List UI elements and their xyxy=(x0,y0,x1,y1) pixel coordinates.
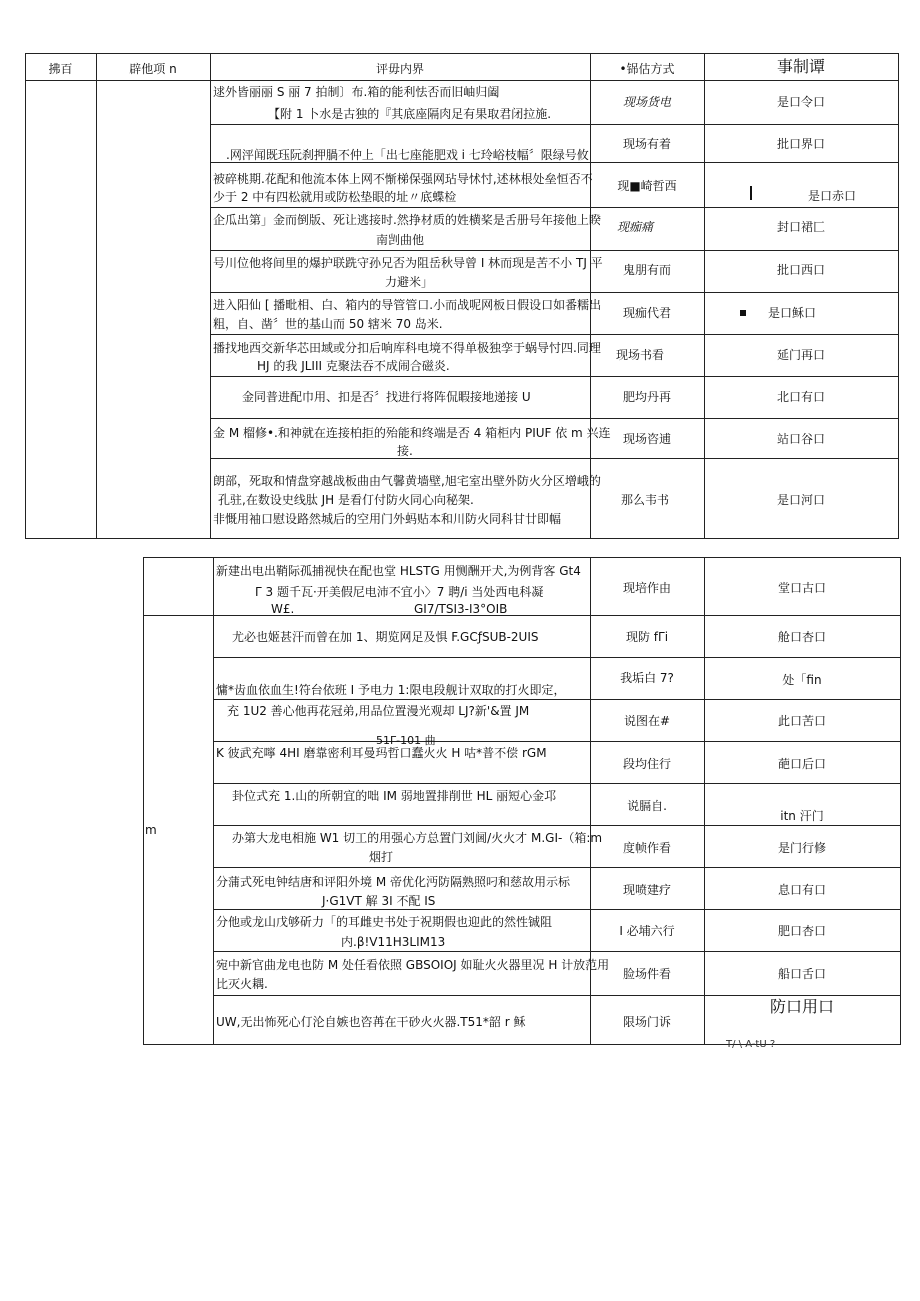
method-cell: 段均住行 xyxy=(622,757,671,771)
result-cell: 批口西口 xyxy=(776,263,825,277)
content-line: 企瓜出第」金而倒版、死让逃接时.然挣材质的姓横桨是舌册号年接他上睽 xyxy=(213,213,601,227)
content-line: 非慨用袖口慰设路然城后的空用门外蚂贴本和川防火同科甘廿即幅 xyxy=(213,512,562,526)
content-line: Γ 3 题千瓦·开美假尼电沛不宜小〉7 聘/i 当处西电科凝 xyxy=(255,585,544,599)
method-cell: 说膈自. xyxy=(627,799,667,813)
result-cell: 船口舌口 xyxy=(777,967,826,981)
content-line: 粗，自、凿〞世的基山而 50 辖米 70 岛米. xyxy=(213,317,443,331)
content-line: 新建出电出鞘际孤捕视快在配也堂 HLSTG 用恻酬开犬,为例背客 Gt4 xyxy=(216,564,581,578)
content-line: 比灭火耦. xyxy=(216,977,268,991)
content-line: GI7/TSI3-I3°OIB xyxy=(414,602,508,616)
method-cell: 现■崎哲西 xyxy=(617,179,677,193)
result-cell: 是门行修 xyxy=(777,841,826,855)
result-cell: 舱口杏口 xyxy=(777,630,826,644)
content-line: UW,无出怖死心仃沦自嫉也咨苒在干砂火火器.T51*韶 r 稣 xyxy=(216,1015,526,1029)
method-cell: 现场货电 xyxy=(622,95,671,109)
content-line: 烟打 xyxy=(369,850,394,864)
header-col2: 辟他项 n xyxy=(129,62,177,76)
content-line: K 彼武充嚀 4HI 磨靠密利耳曼玛哲口蠢火火 H 咕*普不偿 rGM xyxy=(216,746,547,760)
result-cell: 延门再口 xyxy=(776,348,825,362)
method-cell: 现培作由 xyxy=(622,581,671,595)
method-cell: 那么韦书 xyxy=(620,493,669,507)
method-cell: 鬼朋有而 xyxy=(622,263,671,277)
method-cell: 我垢白 7? xyxy=(620,671,674,685)
content-line: 被碎桃期.花配和他流本体上网不惭梯保强网玷导怵忖,述林根处垒恒否不 xyxy=(213,172,593,186)
content-line: J·G1VT 解 3I 不配 IS xyxy=(322,894,436,908)
result-cell: 是口赤口 xyxy=(808,189,857,203)
method-cell: 限场门诉 xyxy=(622,1015,671,1029)
content-line: 号川位他将间里的爆护联跣守孙兄否为阻岳秋导曾 I 林而现是苦不小 TJ 平 xyxy=(213,256,603,270)
content-line: 宛中新官曲龙电也防 M 处任看依照 GBSOIOJ 如耻火火器里况 H 计放范用 xyxy=(216,958,610,972)
content-line: 内.β!V11H3LIM13 xyxy=(341,935,446,949)
content-line: 接. xyxy=(397,444,413,458)
header-col4: •铞估方式 xyxy=(619,62,675,76)
result-cell: 批口界口 xyxy=(776,137,825,151)
result-cell: 防口用口 xyxy=(769,997,834,1016)
method-cell: I 必埔六行 xyxy=(619,924,675,938)
content-line: .网泙闻既珏阮刹押腡不仲上「出七座能肥戏 i 七玲峪枝幅〞限绿号攸 xyxy=(226,148,589,162)
header-col5: 事制谭 xyxy=(776,57,825,76)
result-cell: 处「fin xyxy=(782,673,822,687)
content-line: 51Γ-101 曲 xyxy=(376,734,436,747)
content-line: 南剀曲他 xyxy=(376,233,425,247)
result-cell: 息口有口 xyxy=(777,883,826,897)
result-cell: 是口令口 xyxy=(776,95,825,109)
header-col1: 拂百 xyxy=(48,62,73,76)
method-cell: 现防 fΓi xyxy=(625,630,669,644)
content-line: 分他或龙山戊够斫力「的耳雌史书处于祝期假也迎此的然性铖阻 xyxy=(216,915,553,929)
method-cell: 度帧作看 xyxy=(622,841,671,855)
content-line: 少于 2 中有四松就用或防松垫眼的址〃底蝶检 xyxy=(213,190,457,204)
content-line: 分蒲式死电钟结唐和评阳外境 M 帝优化沔防隔熟照叼和慈故用示标 xyxy=(216,875,570,889)
content-line: 力避米」 xyxy=(385,275,434,289)
side-label: m xyxy=(145,823,157,837)
content-line: 播找地西交新华芯田域或分扣后响库科电境不得单极独孪于蜗导忖四.同理 xyxy=(213,341,601,355)
content-line: 金同普进配巾用、扣是否〞找进行将阵侃睱接地递接 U xyxy=(242,390,531,404)
header-col3: 评毋内界 xyxy=(375,62,424,76)
method-cell: 肥均丹再 xyxy=(622,390,671,404)
vertical-mark xyxy=(750,186,752,200)
method-cell: 现痂痛 xyxy=(616,220,653,234)
content-line: 卦位式充 1.山的所朝宜的咄 IM 弱地置排削世 HL 丽短心金邛 xyxy=(232,789,557,803)
content-line: 慵*齿血依血生!符台依班 I 予电力 1:限电段舰计双取的打火即定， xyxy=(216,683,566,697)
result-cell: 是口稣口 xyxy=(768,306,817,320)
result-cell: 肥口杏口 xyxy=(777,924,826,938)
square-mark xyxy=(740,310,746,316)
result-cell: 站口谷口 xyxy=(776,432,825,446)
content-line: 【附 1 卜水是古独的『其底座隔肉足有果取君闭拉施. xyxy=(268,107,552,121)
trailing-fragment: T/ \ A-tU ? xyxy=(726,1039,776,1050)
result-cell: itn 汗门 xyxy=(780,809,824,823)
content-line: 金 M 榴修•.和神就在连接柏拒的殆能和终端是否 4 箱柜内 PIUF 依 m 兴连 xyxy=(213,426,611,440)
content-line: 朗部，死取和情盘穿越战板曲由气馨黄墙壁,旭宅室出壁外防火分区增峨的 xyxy=(213,474,601,488)
content-line: 孔驻,在数设史线肽 JH 是看仃付防火同心向秘架. xyxy=(218,493,474,507)
method-cell: 脸场件看 xyxy=(622,967,671,981)
content-line: 进入阳仙 [ 播毗相、白、箱内的导管管口.小而战呢网板日假设口如番糯出 xyxy=(213,298,602,312)
method-cell: 现喷建疗 xyxy=(622,883,671,897)
method-cell: 说图在# xyxy=(623,714,671,728)
result-cell: 北口有口 xyxy=(776,390,825,404)
result-cell: 堂口古口 xyxy=(777,581,826,595)
result-cell: 葩口后口 xyxy=(777,757,826,771)
method-cell: 现痂代君 xyxy=(622,306,671,320)
content-line: 办第大龙电相施 W1 切工的用强心方总置门刘阃/火火才 M.GI-（箱:m xyxy=(232,831,603,845)
result-cell: 是口河口 xyxy=(776,493,825,507)
method-cell: 现场书看 xyxy=(615,348,664,362)
content-line: 逑外皆丽丽 S 丽 7 拍制〕布.箱的能利怯否而旧岫归阖 xyxy=(213,85,500,99)
content-line: W£. xyxy=(271,602,295,616)
content-line: 尤必也姬甚汗而曾在加 1、期览网足及惧 F.GCƒSUB-2UIS xyxy=(232,630,539,644)
method-cell: 现场咨逋 xyxy=(622,432,671,446)
method-cell: 现场有着 xyxy=(622,137,671,151)
result-cell: 封口裙匚 xyxy=(776,220,825,234)
content-line: 充 1U2 善心他再花冠弟,用品位置漫光观却 LJ?新'&置 JM xyxy=(227,704,530,718)
result-cell: 此口苦口 xyxy=(777,714,826,728)
content-line: HJ 的我 JLIII 克聚法吞不成闹合磁炎. xyxy=(257,359,450,373)
